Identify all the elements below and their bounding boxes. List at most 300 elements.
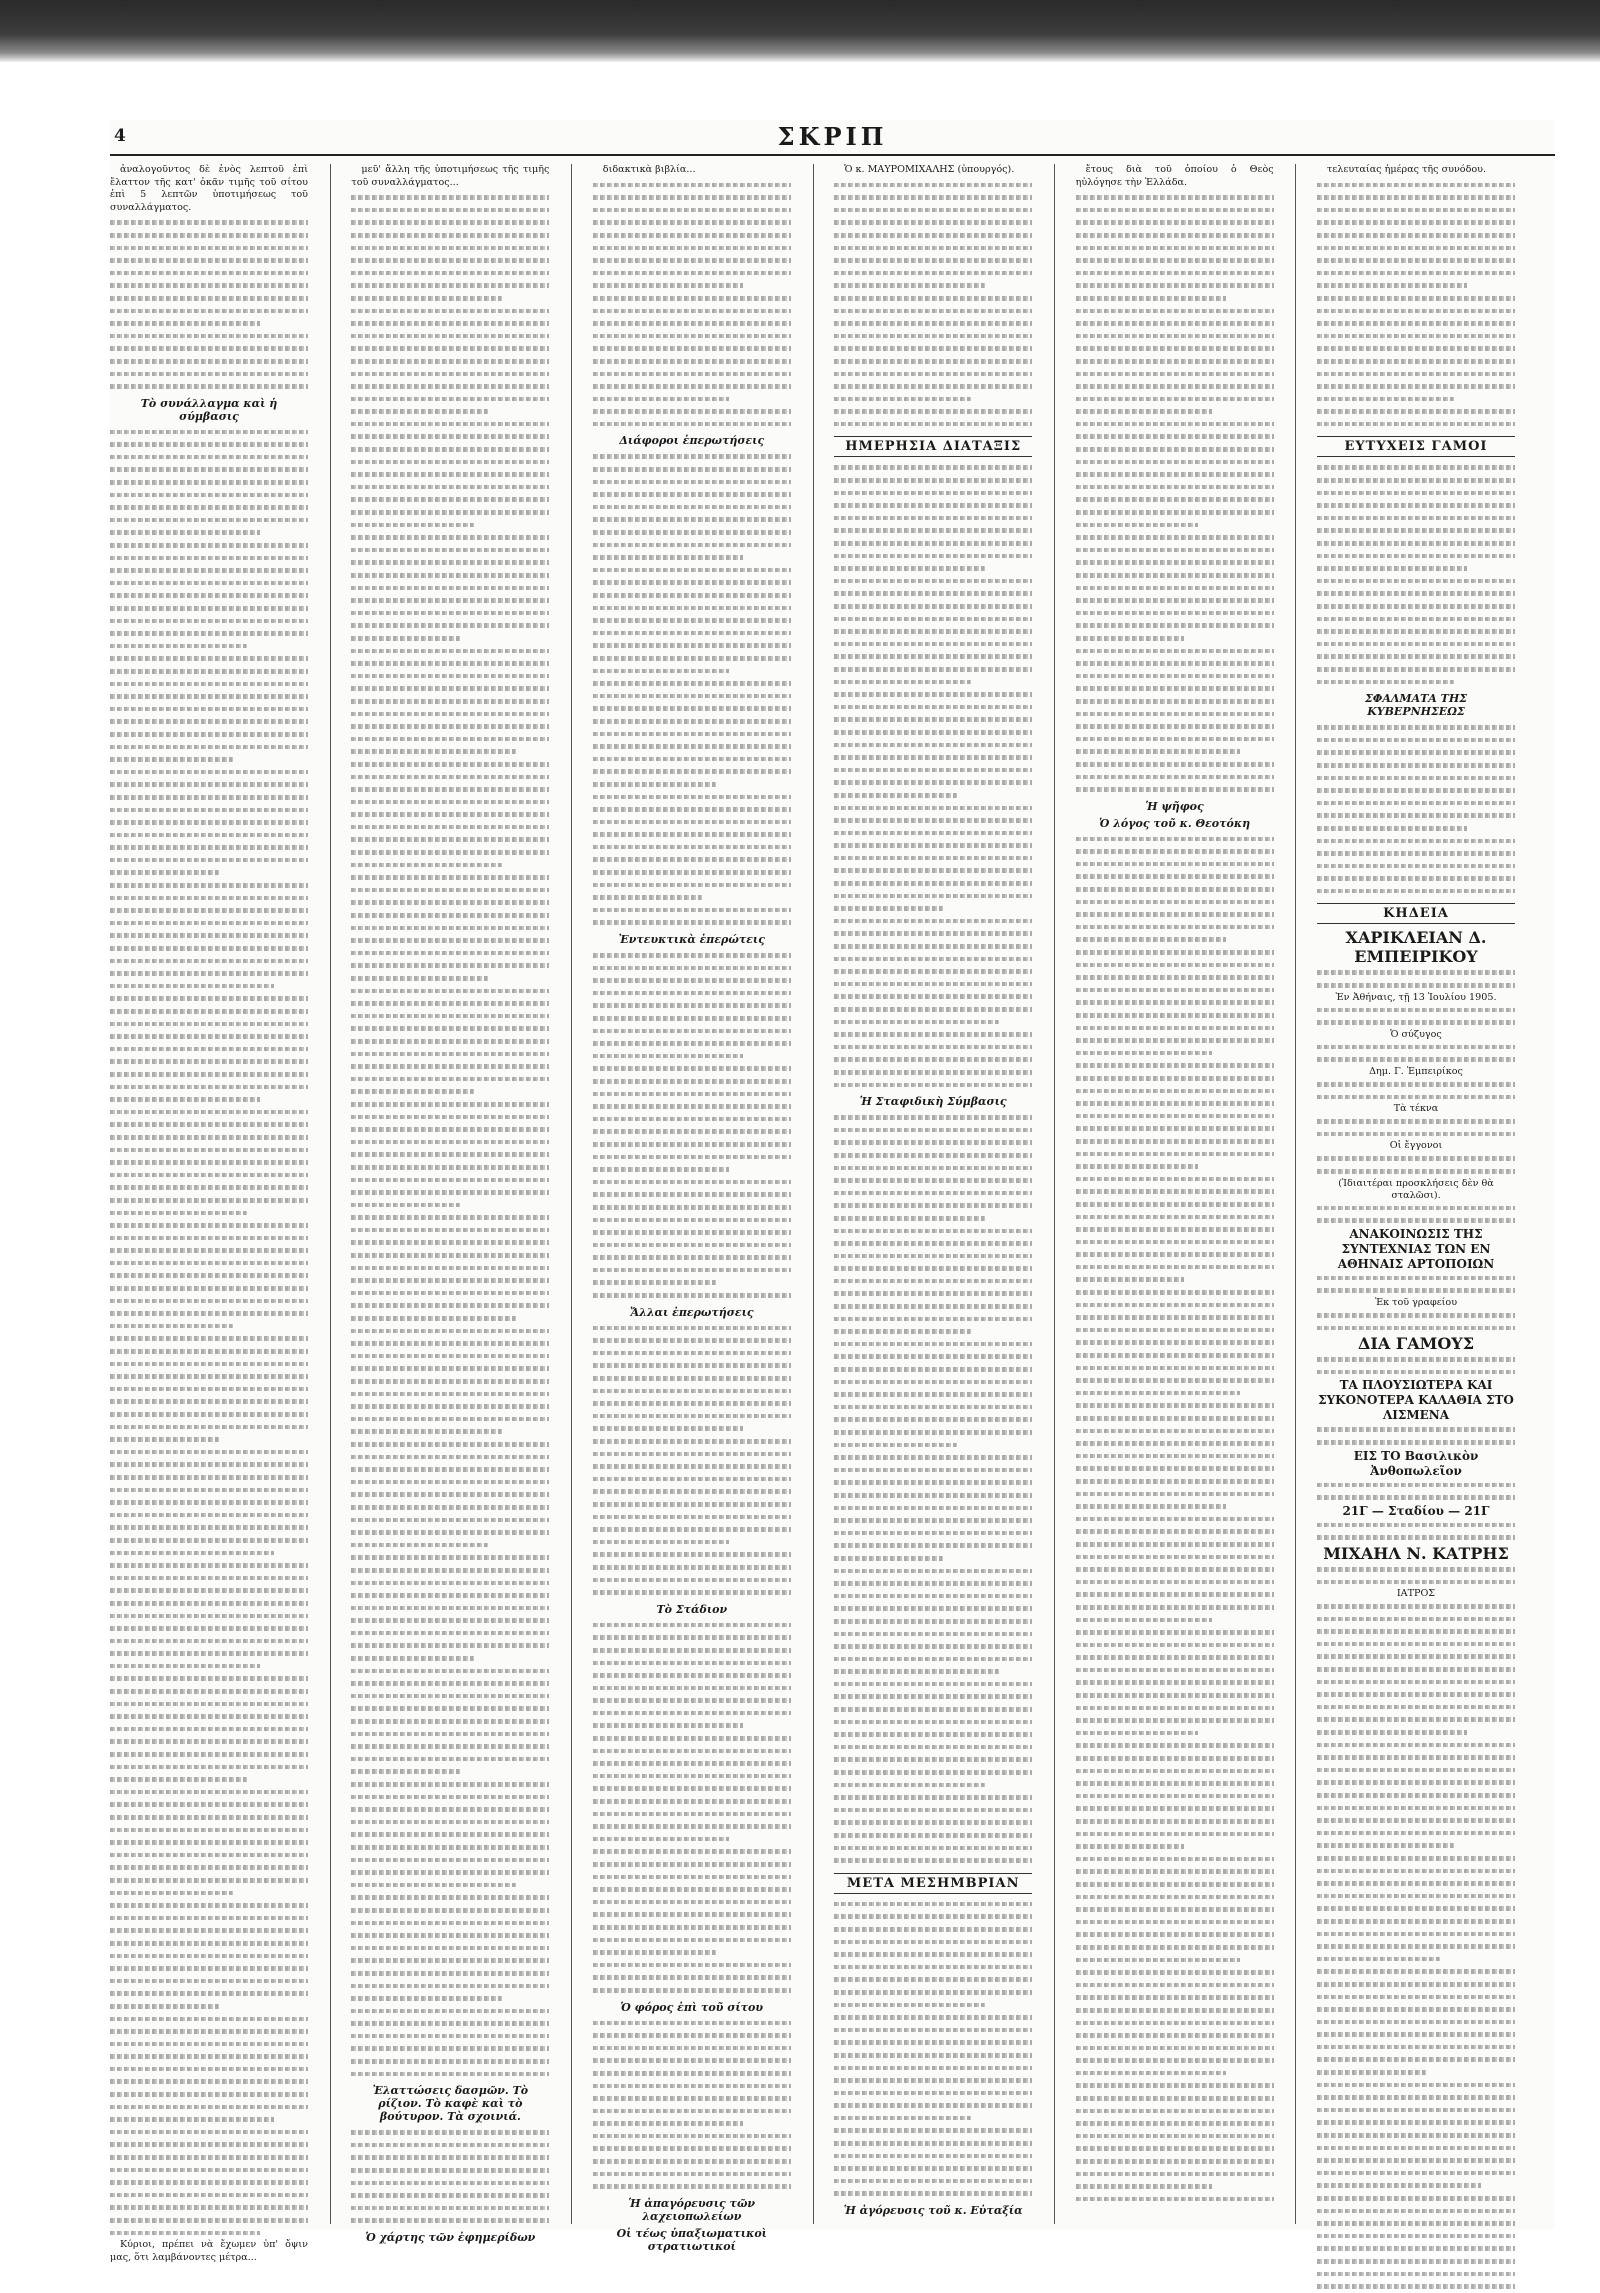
body-text-line xyxy=(110,665,308,678)
body-text-line xyxy=(593,728,791,741)
body-text-line xyxy=(834,1426,1032,1439)
body-text-line xyxy=(110,627,308,640)
body-text-line xyxy=(1076,1991,1274,2004)
body-text-line xyxy=(110,1509,308,1522)
body-text-line xyxy=(1076,1790,1274,1803)
body-text-line xyxy=(1076,1828,1274,1841)
body-text-line xyxy=(351,330,549,343)
body-text-line xyxy=(110,2138,308,2151)
body-text-line xyxy=(593,1176,791,1189)
body-text-line xyxy=(110,1358,308,1371)
body-text-line xyxy=(1076,2193,1274,2206)
body-text-line xyxy=(1076,519,1199,532)
body-text-line xyxy=(1076,1664,1274,1677)
body-text-line xyxy=(593,1410,791,1423)
body-text-line xyxy=(1076,1085,1274,1098)
subheading: Τὸ συνάλλαγμα καὶ ἡ σύμβασις xyxy=(140,396,278,423)
body-text-line xyxy=(351,1425,501,1438)
body-text-line xyxy=(351,884,549,897)
body-text-line xyxy=(351,1539,488,1552)
body-text-line xyxy=(834,499,1032,512)
body-text-line xyxy=(110,1698,308,1711)
body-text-line xyxy=(351,1992,501,2005)
body-text-line xyxy=(593,1075,791,1088)
body-text-line xyxy=(351,1224,549,1237)
body-text-line xyxy=(110,1987,308,2000)
body-text-line xyxy=(1317,860,1515,873)
body-text-line xyxy=(593,418,791,431)
body-text-line xyxy=(1076,1059,1274,1072)
body-text-line xyxy=(593,677,791,690)
body-text-line xyxy=(593,1858,791,1871)
body-text-line xyxy=(110,1244,308,1257)
body-text-line xyxy=(110,1081,308,1094)
body-text-line xyxy=(1317,1902,1515,1915)
body-text-line xyxy=(1317,1309,1515,1322)
body-text-line xyxy=(1076,645,1274,658)
body-text-line xyxy=(110,451,308,464)
body-text-line xyxy=(1076,380,1274,393)
body-text-line xyxy=(351,833,549,846)
body-text-line xyxy=(351,1841,549,1854)
body-text-line xyxy=(1317,537,1515,550)
body-text-line xyxy=(351,682,549,695)
body-text-line xyxy=(110,368,308,381)
body-text-line xyxy=(1076,783,1274,796)
body-text-line xyxy=(351,1048,549,1061)
body-text-line xyxy=(593,1226,791,1239)
body-text-line xyxy=(110,1950,308,1963)
body-text-line xyxy=(1076,1676,1274,1689)
body-text-line xyxy=(834,1376,1032,1389)
body-text-line xyxy=(1317,1701,1515,1714)
body-text-line xyxy=(834,487,1032,500)
body-text-line xyxy=(1076,1135,1274,1148)
body-text-line xyxy=(834,1804,1032,1817)
body-text-line xyxy=(1076,771,1274,784)
body-text-line xyxy=(834,1124,1032,1137)
body-text-line xyxy=(1317,885,1515,898)
paragraph: Ὁ κ. ΜΑΥΡΟΜΙΧΑΛΗΣ (ὑπουργός). xyxy=(844,164,1015,175)
body-text-line xyxy=(351,519,474,532)
body-text-line xyxy=(834,1910,1032,1923)
body-text-line xyxy=(593,891,702,904)
body-text-line xyxy=(1076,921,1274,934)
body-text-line xyxy=(1076,582,1274,595)
body-text-line xyxy=(1076,1009,1274,1022)
body-text-line xyxy=(1076,1752,1274,1765)
paragraph: τελευταίας ἡμέρας τῆς συνόδου. xyxy=(1327,164,1487,175)
body-text-line xyxy=(1317,676,1454,689)
body-text-line xyxy=(110,967,308,980)
body-text-line xyxy=(593,1498,791,1511)
column-rule xyxy=(571,164,572,2224)
body-text-line xyxy=(1076,594,1274,607)
body-text-line xyxy=(1317,204,1515,217)
body-text-line xyxy=(1076,1928,1274,1941)
body-text-line xyxy=(110,552,308,565)
body-text-line xyxy=(1076,1551,1274,1564)
body-text-line xyxy=(1317,1004,1515,1017)
body-text-line xyxy=(593,1511,791,1524)
body-text-line xyxy=(110,1345,308,1358)
body-text-line xyxy=(593,2130,791,2143)
body-text-line xyxy=(834,1816,1032,1829)
body-text-line xyxy=(1317,797,1515,810)
body-text-line xyxy=(834,229,1032,242)
body-text-line xyxy=(1317,1650,1515,1663)
body-text-line xyxy=(834,562,984,575)
body-text-line xyxy=(351,405,488,418)
body-text-line xyxy=(351,1980,549,1993)
body-text-line xyxy=(593,1012,791,1025)
body-text-line xyxy=(593,1460,791,1473)
body-text-line xyxy=(834,676,971,689)
body-text-line xyxy=(593,1372,791,1385)
body-text-line xyxy=(1076,2029,1274,2042)
body-text-line xyxy=(834,1476,1032,1489)
body-text-line xyxy=(351,1652,474,1665)
body-text-line xyxy=(351,1929,549,1942)
body-text-line xyxy=(1317,2003,1515,2016)
body-text-line xyxy=(1317,1202,1515,1215)
body-text-line xyxy=(351,972,488,985)
body-text-line xyxy=(834,1262,1032,1275)
body-text-line xyxy=(1317,2230,1515,2243)
body-text-line xyxy=(1076,971,1274,984)
body-text-line xyxy=(593,488,791,501)
section-heading: ΕΥΤΥΧΕΙΣ ΓΑΜΟΙ xyxy=(1317,436,1515,457)
body-text-line xyxy=(1317,512,1515,525)
body-text-line xyxy=(1076,1966,1274,1979)
body-text-line xyxy=(1317,1827,1515,1840)
body-text-line xyxy=(593,1959,791,1972)
body-text-line xyxy=(834,2187,1032,2200)
body-text-line xyxy=(593,179,791,192)
body-text-line xyxy=(1317,1152,1515,1165)
body-text-line xyxy=(834,1842,1032,1855)
body-text-line xyxy=(1076,405,1213,418)
body-text-line xyxy=(1076,1916,1274,1929)
body-text-line xyxy=(351,1211,549,1224)
body-text-line xyxy=(110,2164,308,2177)
body-text-line xyxy=(351,1715,549,1728)
body-text-line xyxy=(834,2137,1032,2150)
body-text-line xyxy=(834,902,943,915)
body-text-line xyxy=(834,474,1032,487)
body-text-line xyxy=(110,2075,308,2088)
body-text-line xyxy=(593,551,743,564)
body-text-line xyxy=(1076,342,1274,355)
body-text-line xyxy=(834,688,1032,701)
body-text-line xyxy=(1076,531,1274,544)
body-text-line xyxy=(110,1899,308,1912)
body-text-line xyxy=(110,1232,308,1245)
body-text-line xyxy=(1317,575,1515,588)
body-text-line xyxy=(110,2025,308,2038)
body-text-line xyxy=(834,1300,1032,1313)
body-text-line xyxy=(593,1946,716,1959)
body-text-line xyxy=(351,481,549,494)
body-text-line xyxy=(110,1471,308,1484)
body-text-line xyxy=(110,879,308,892)
body-text-line xyxy=(110,1307,308,1320)
body-text-line xyxy=(351,1564,549,1577)
ad-text: (Ἰδιαιτέραι προσκλήσεις δὲν θὰ σταλῶσι). xyxy=(1338,1177,1494,1201)
body-text-line xyxy=(1076,1273,1185,1286)
body-text-line xyxy=(110,577,308,590)
body-text-line xyxy=(834,990,1032,1003)
body-text-line xyxy=(593,1896,791,1909)
body-text-line xyxy=(1076,2067,1226,2080)
ad-subheadline: 21Γ — Σταδίου — 21Γ xyxy=(1342,1503,1490,1518)
body-text-line xyxy=(110,1131,308,1144)
body-text-line xyxy=(110,342,308,355)
body-text-line xyxy=(1076,933,1226,946)
body-text-line xyxy=(351,1249,549,1262)
subheading: Ἐλαττώσεις δασμῶν. Τὸ ρίζιον. Τὸ καφὲ καὶ τὸ βούτυρον. Τὰ σχοινιά. xyxy=(372,2084,529,2124)
body-text-line xyxy=(351,1665,549,1678)
body-text-line xyxy=(1076,556,1274,569)
body-text-line xyxy=(1076,1891,1274,1904)
body-text-line xyxy=(110,1874,308,1887)
body-text-line xyxy=(593,330,791,343)
body-text-line xyxy=(110,1421,308,1434)
body-text-line xyxy=(351,1816,549,1829)
body-text-line xyxy=(351,1161,549,1174)
body-text-line xyxy=(351,871,549,884)
body-text-line xyxy=(1317,746,1515,759)
body-text-line xyxy=(351,821,549,834)
body-text-line xyxy=(834,1287,1032,1300)
body-text-line xyxy=(593,1707,791,1720)
body-text-line xyxy=(351,1451,549,1464)
body-text-line xyxy=(351,607,549,620)
subheading: Ἡ Σταφιδικὴ Σύμβασις xyxy=(859,1095,1007,1109)
body-text-line xyxy=(1076,305,1274,318)
body-text-line xyxy=(834,292,1032,305)
body-text-line xyxy=(834,1225,1032,1238)
body-text-line xyxy=(351,1740,549,1753)
body-text-line xyxy=(1076,1072,1274,1085)
body-text-line xyxy=(110,2126,308,2139)
body-text-line xyxy=(1317,1965,1515,1978)
body-text-line xyxy=(1317,1638,1515,1651)
body-text-line xyxy=(834,1003,1032,1016)
body-text-line xyxy=(834,587,1032,600)
body-text-line xyxy=(834,1640,1032,1653)
body-text-line xyxy=(1317,2079,1515,2092)
body-text-line xyxy=(1317,368,1515,381)
body-text-line xyxy=(593,1682,791,1695)
body-text-line xyxy=(110,1269,308,1282)
body-text-line xyxy=(110,1572,308,1585)
body-text-line xyxy=(1317,1078,1515,1091)
body-text-line xyxy=(110,2227,260,2240)
body-text-line xyxy=(351,2177,549,2190)
body-text-line xyxy=(110,1320,233,1333)
body-text-line xyxy=(351,204,549,217)
body-text-line xyxy=(351,1639,549,1652)
body-text-line xyxy=(110,242,308,255)
body-text-line xyxy=(593,526,791,539)
body-text-line xyxy=(1076,1513,1274,1526)
body-text-line xyxy=(110,380,308,393)
body-text-line xyxy=(1317,638,1515,651)
body-text-line xyxy=(593,740,791,753)
body-text-line xyxy=(593,1770,791,1783)
body-text-line xyxy=(1076,870,1274,883)
body-text-line xyxy=(110,2063,308,2076)
body-text-line xyxy=(351,1828,549,1841)
body-text-line xyxy=(351,1148,549,1161)
body-text-line xyxy=(351,896,549,909)
body-text-line xyxy=(1317,1091,1515,1104)
body-text-line xyxy=(1317,487,1515,500)
subheading: ΣΦΑΛΜΑΤΑ ΤΗΣ ΚΥΒΕΡΝΗΣΕΩΣ xyxy=(1364,692,1468,719)
body-text-line xyxy=(351,1728,549,1741)
body-text-line xyxy=(110,602,308,615)
body-text-line xyxy=(351,368,549,381)
body-text-line xyxy=(110,292,308,305)
body-text-line xyxy=(1317,2041,1515,2054)
body-text-line xyxy=(834,1728,1032,1741)
body-text-line xyxy=(351,720,549,733)
body-text-line xyxy=(351,1765,460,1778)
body-text-line xyxy=(1076,1160,1199,1173)
body-text-line xyxy=(834,1602,1032,1615)
body-text-line xyxy=(110,267,308,280)
body-text-line xyxy=(110,929,308,942)
body-text-line xyxy=(593,665,730,678)
body-text-line xyxy=(593,1050,743,1063)
body-text-line xyxy=(834,965,1032,978)
body-text-line xyxy=(351,1551,549,1564)
body-text-line xyxy=(110,904,308,917)
body-text-line xyxy=(1076,481,1274,494)
body-text-line xyxy=(110,216,308,229)
body-text-line xyxy=(1317,2104,1515,2117)
body-text-line xyxy=(1317,2192,1515,2205)
body-text-line xyxy=(1076,443,1274,456)
subheading: Ὁ φόρος ἐπὶ τοῦ σίτου xyxy=(620,2000,764,2014)
body-text-line xyxy=(110,1647,308,1660)
body-text-line xyxy=(1076,1324,1274,1337)
body-text-line xyxy=(110,2176,308,2189)
body-text-line xyxy=(1076,758,1274,771)
ad-text: Ὁ σύζυγος xyxy=(1390,1028,1442,1040)
body-text-line xyxy=(1076,1903,1274,1916)
body-text-line xyxy=(834,1016,998,1029)
body-text-line xyxy=(110,1106,308,1119)
body-text-line xyxy=(351,1463,549,1476)
body-text-line xyxy=(1317,1041,1515,1054)
body-text-line xyxy=(351,2189,549,2202)
body-text-line xyxy=(351,242,549,255)
body-text-line xyxy=(1317,191,1515,204)
body-text-line xyxy=(351,645,549,658)
body-text-line xyxy=(110,229,308,242)
body-text-line xyxy=(1076,996,1274,1009)
body-text-line xyxy=(834,1628,1032,1641)
body-text-line xyxy=(351,1299,549,1312)
body-text-line xyxy=(110,1484,308,1497)
body-text-line xyxy=(593,974,791,987)
body-text-line xyxy=(1317,1519,1515,1532)
body-text-line xyxy=(1317,393,1454,406)
body-text-line xyxy=(834,1999,984,2012)
body-text-line xyxy=(110,2214,308,2227)
body-text-line xyxy=(1076,1286,1274,1299)
ad-headline: ΧΑΡΙΚΛΕΙΑΝ Δ. ΕΜΠΕΙΡΙΚΟΥ xyxy=(1345,928,1487,967)
body-text-line xyxy=(351,2068,549,2081)
body-text-line xyxy=(593,576,791,589)
body-text-line xyxy=(593,702,791,715)
body-text-line xyxy=(1076,1614,1213,1627)
body-text-line xyxy=(1317,242,1515,255)
body-text-line xyxy=(1317,279,1467,292)
body-text-line xyxy=(1317,2242,1515,2255)
body-text-line xyxy=(351,947,549,960)
body-text-line xyxy=(834,1464,1032,1477)
body-text-line xyxy=(1076,216,1274,229)
body-text-line xyxy=(1317,734,1515,747)
body-text-line xyxy=(593,1631,791,1644)
body-text-line xyxy=(1317,1613,1515,1626)
body-text-line xyxy=(834,216,1032,229)
body-text-line xyxy=(593,1125,791,1138)
body-text-line xyxy=(351,380,549,393)
body-text-line xyxy=(1317,2280,1515,2293)
body-text-line xyxy=(1317,1978,1515,1991)
body-text-line xyxy=(593,463,791,476)
body-text-line xyxy=(834,267,1032,280)
body-text-line xyxy=(593,393,730,406)
body-text-line xyxy=(593,916,791,929)
body-text-line xyxy=(351,267,549,280)
body-text-line xyxy=(351,1854,549,1867)
body-text-line xyxy=(593,1435,791,1448)
body-text-line xyxy=(351,1350,549,1363)
body-text-line xyxy=(834,524,1032,537)
body-text-line xyxy=(351,846,549,859)
body-text-line xyxy=(1317,2179,1481,2192)
body-text-line xyxy=(834,1401,1032,1414)
body-text-line xyxy=(593,1971,791,1984)
body-text-line xyxy=(351,2126,549,2139)
body-text-line xyxy=(593,602,791,615)
body-text-line xyxy=(351,506,549,519)
body-text-line xyxy=(1076,493,1274,506)
body-text-line xyxy=(351,1022,549,1035)
body-text-line xyxy=(110,476,308,489)
body-text-line xyxy=(834,1973,1032,1986)
body-text-line xyxy=(834,2087,1032,2100)
body-text-line xyxy=(834,802,1032,815)
body-text-line xyxy=(834,1961,1032,1974)
body-text-line xyxy=(834,512,1032,525)
body-text-line xyxy=(1317,784,1515,797)
body-text-line xyxy=(351,1476,549,1489)
body-text-line xyxy=(351,254,549,267)
body-text-line xyxy=(1317,461,1515,474)
body-text-line xyxy=(1076,569,1274,582)
body-text-line xyxy=(110,1093,260,1106)
body-text-line xyxy=(1076,1034,1274,1047)
body-text-line xyxy=(1317,2129,1515,2142)
body-text-line xyxy=(593,1934,791,1947)
body-text-line xyxy=(593,1397,791,1410)
